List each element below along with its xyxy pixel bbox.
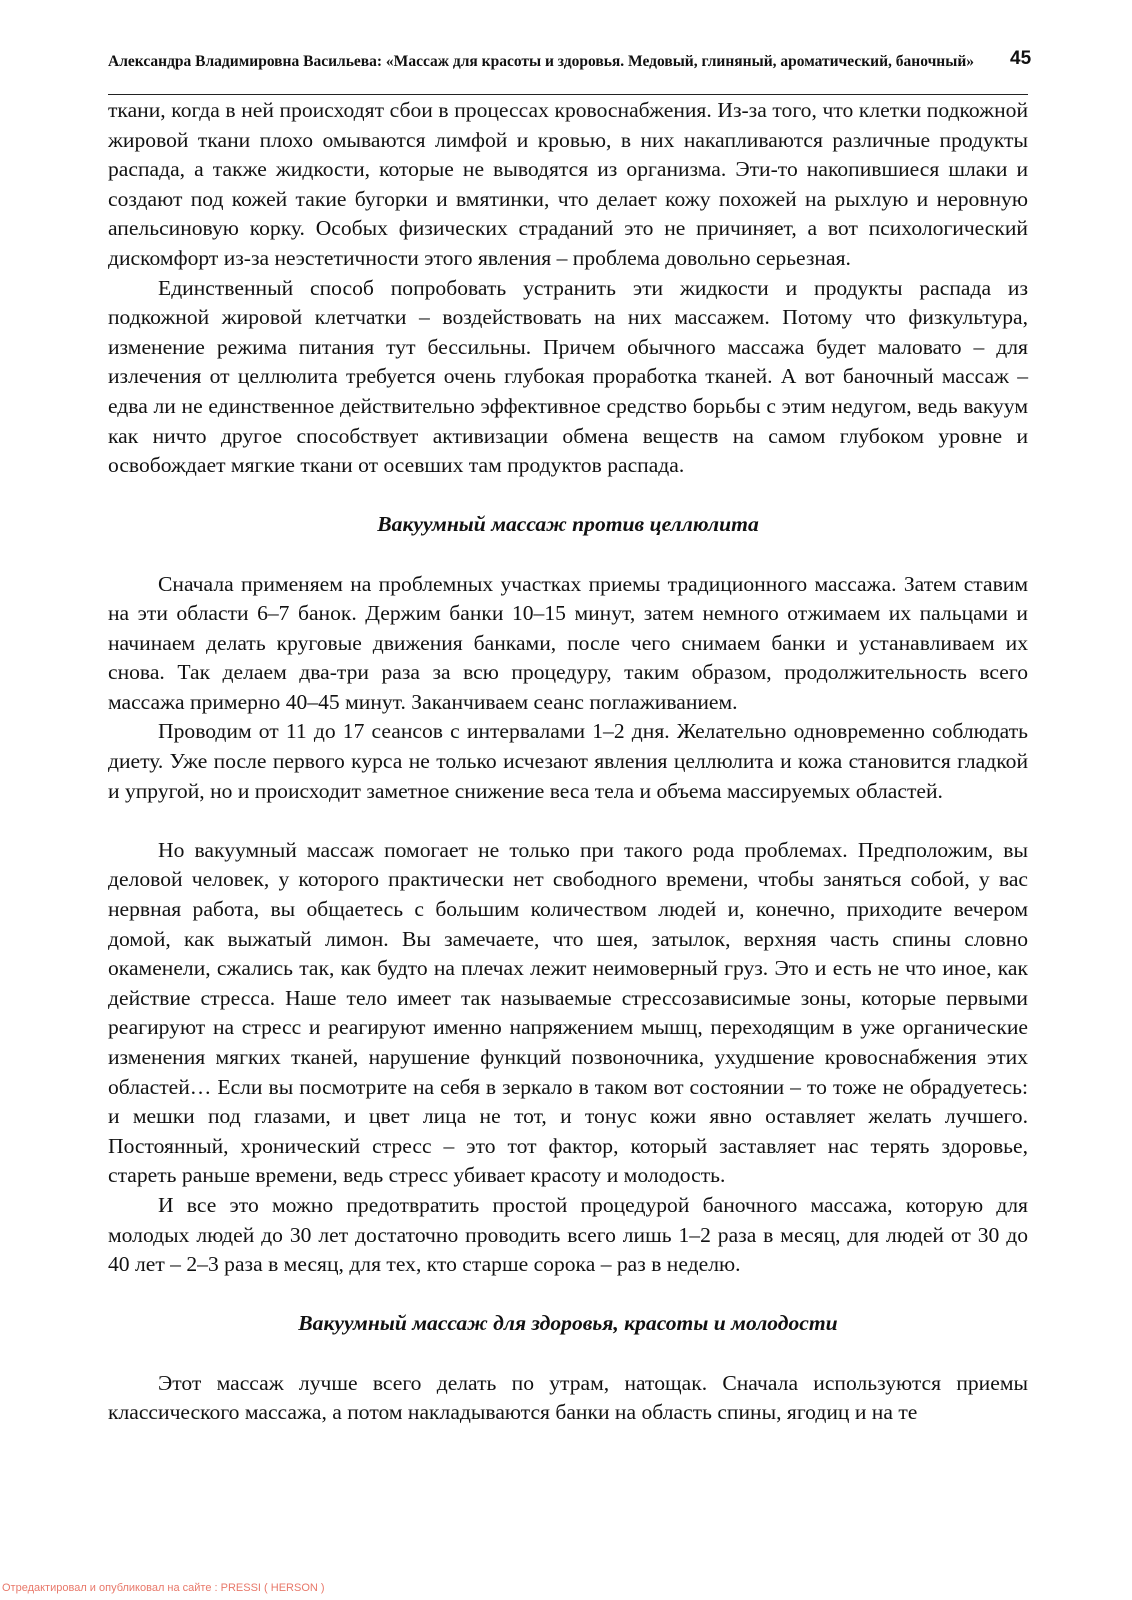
paragraph: Сначала применяем на проблемных участках приемы традиционного массажа. Затем ставим на эти области 6–7 банок. Держим банки 10–15 минут, затем немного отжимаем их пальцами и начинаем делать круговые движения банками, после чего снимаем банки и устанавливаем их снова. Так делаем два-три раза за всю процедуру, таким образом, продолжительность всего массажа примерно 40–45 минут. Заканчиваем сеанс поглаживанием. (108, 571, 1028, 714)
spacer (108, 806, 1028, 836)
running-header: Александра Владимировна Васильева: «Массаж для красоты и здоровья. Медовый, глиняный, ароматический, баночный» (108, 53, 975, 70)
section-heading: Вакуумный массаж против целлюлита (377, 512, 759, 537)
page-number: 45 (1010, 48, 1032, 69)
paragraph: Единственный способ попробовать устранить эти жидкости и продукты распада из подкожной жировой клетчатки – воздействовать на них массажем. Потому что физкультура, изменение режима питания тут бессильны. Причем обычного массажа будет маловато – для излечения от целлюлита требуется очень глубокая проработка тканей. А вот баночный массаж – едва ли не единственное действительно эффективное средство борьбы с этим недугом, ведь вакуум как ничто другое способствует активизации обмена веществ на самом глубоком уровне и освобождает мягкие ткани от осевших там продуктов распада. (108, 275, 1028, 478)
spacer (108, 1339, 1028, 1369)
paragraph: Этот массаж лучше всего делать по утрам, натощак. Сначала используются приемы классического массажа, а потом накладываются банки на область спины, ягодиц и на те (108, 1370, 1028, 1425)
paragraph: ткани, когда в ней происходят сбои в процессах кровоснабжения. Из-за того, что клетки подкожной жировой ткани плохо омываются лимфой и кровью, в них накапливаются различные продукты распада, а также жидкости, которые не выводятся из организма. Эти-то накопившиеся шлаки и создают под кожей такие бугорки и вмятинки, что делает кожу похожей на рыхлую и неровную апельсиновую корку. Особых физических страданий это не причиняет, а вот психологический дискомфорт из-за неэстетичности этого явления – проблема довольно серьезная. (108, 98, 1028, 270)
spacer (108, 540, 1028, 570)
paragraph: Но вакуумный массаж помогает не только при такого рода проблемах. Предположим, вы деловой человек, у которого практически нет свободного времени, чтобы заняться собой, у вас нервная работа, вы общаетесь с большим количеством людей и, конечно, приходите вечером домой, как выжатый лимон. Вы замечаете, что шея, затылок, верхняя часть спины словно окаменели, сжались так, как будто на плечах лежит неимоверный груз. Это и есть не что иное, как действие стресса. Наше тело имеет так называемые стрессозависимые зоны, которые первыми реагируют на стресс и реагируют именно напряжением мышц, переходящим в уже органические изменения мягких тканей, нарушение функций позвоночника, ухудшение кровоснабжения этих областей… Если вы посмотрите на себя в зеркало в таком вот состоянии – то тоже не обрадуетесь: и мешки под глазами, и цвет лица не тот, и тонус кожи явно оставляет желать лучшего. Постоянный, хронический стресс – это тот фактор, который заставляет нас терять здоровье, стареть раньше времени, ведь стресс убивает красоту и молодость. (108, 837, 1028, 1188)
section-heading: Вакуумный массаж для здоровья, красоты и молодости (298, 1311, 838, 1336)
paragraph: И все это можно предотвратить простой процедурой баночного массажа, которую для молодых людей до 30 лет достаточно проводить всего лишь 1–2 раза в месяц, для людей от 30 до 40 лет – 2–3 раза в месяц, для тех, кто старше сорока – раз в неделю. (108, 1192, 1028, 1277)
spacer (108, 481, 1028, 511)
paragraph: Проводим от 11 до 17 сеансов с интервалами 1–2 дня. Желательно одновременно соблюдать диету. Уже после первого курса не только исчезают явления целлюлита и кожа становится гладкой и упругой, но и происходит заметное снижение веса тела и объема массируемых областей. (108, 719, 1028, 803)
header-divider (108, 94, 1028, 95)
publisher-watermark: Отредактировал и опубликовал на сайте : PRESSI ( HERSON ) (2, 1582, 325, 1594)
page-body (108, 96, 1028, 1428)
spacer (108, 1280, 1028, 1310)
